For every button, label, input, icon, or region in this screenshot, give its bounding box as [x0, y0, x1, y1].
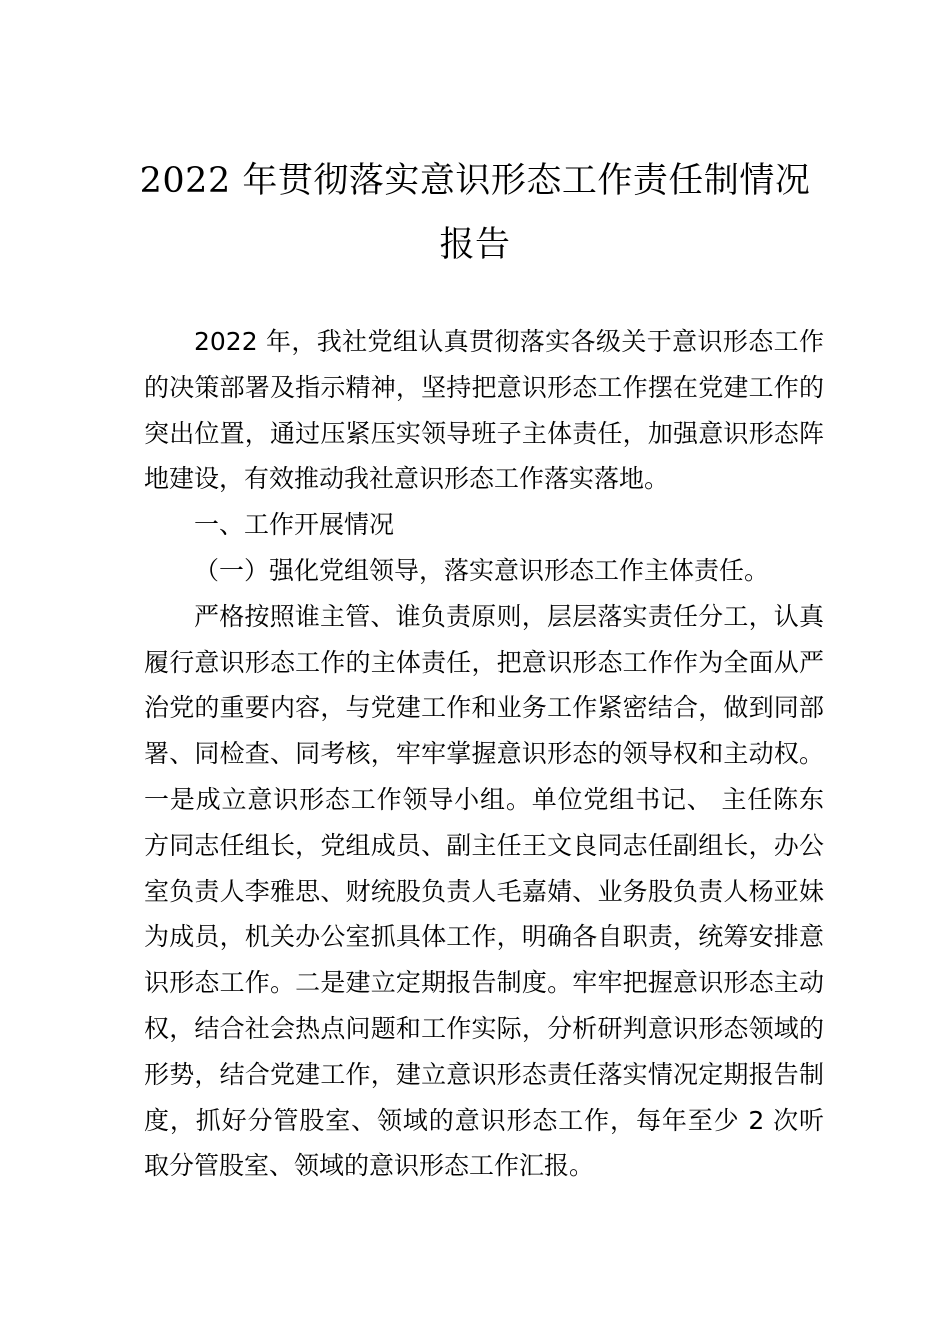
- body-paragraph: 严格按照谁主管、谁负责原则，层层落实责任分工，认真履行意识形态工作的主体责任，把意识形态工作作为全面从严治党的重要内容，与党建工作和业务工作紧密结合，做到同部署、同检查、同考核，牢牢掌握意识形态的领导权和主动权。一是成立意识形态工作领导小组。单位党组书记、 主任陈东方同志任组长，党组成员、副主任王文良同志任副组长，办公室负责人李雅思、财统股负责人毛嘉婧、业务股负责人杨亚妹为成员，机关办公室抓具体工作，明确各自职责，统筹安排意识形态工作。二是建立定期报告制度。牢牢把握意识形态主动权，结合社会热点问题和工作实际，分析研判意识形态领域的形势，结合党建工作，建立意识形态责任落实情况定期报告制度，抓好分管股室、领域的意识形态工作，每年至少 2 次听取分管股室、领域的意识形态工作汇报。: [144, 601, 824, 1181]
- document-body: [144, 319, 824, 1189]
- section-heading: 一、工作开展情况: [194, 510, 395, 540]
- document-title-line-1: 2022 年贯彻落实意识形态工作责任制情况: [139, 161, 811, 201]
- subsection-heading: （一）强化党组领导，落实意识形态工作主体责任。: [194, 555, 770, 585]
- document-title-line-2: 报告: [439, 225, 511, 265]
- intro-paragraph: 2022 年，我社党组认真贯彻落实各级关于意识形态工作的决策部署及指示精神，坚持把意识形态工作摆在党建工作的突出位置，通过压紧压实领导班子主体责任，加强意识形态阵地建设，有效推动我社意识形态工作落实落地。: [144, 327, 824, 494]
